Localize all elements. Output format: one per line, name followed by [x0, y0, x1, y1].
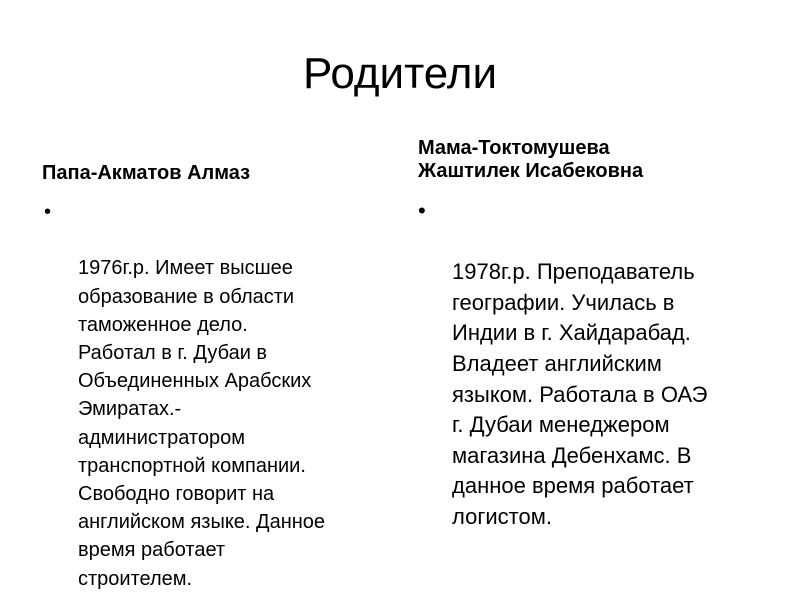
father-bullet-list	[44, 198, 394, 593]
bullet-icon: •	[44, 201, 52, 223]
slide-title: Родители	[302, 49, 498, 98]
bullet-icon: •	[418, 198, 426, 223]
mother-bullet-list	[418, 196, 768, 533]
mother-heading: Мама-Токтомушева Жаштилек Исабековна	[418, 137, 644, 182]
mother-description: 1978г.р. Преподаватель географии. Училась в Индии в г. Хайдарабад. Владеет английским языком. Работала в ОАЭ г. Дубаи менеджером магазина Дебенхамс. В данное время работает логистом.	[452, 259, 708, 529]
father-heading: Папа-Акматов Алмаз	[42, 162, 251, 184]
mother-bullet-item	[418, 196, 768, 533]
father-description: 1976г.р. Имеет высшее образование в области таможенное дело. Работал в г. Дубаи в Объединенных Арабских Эмиратах.- администратором транспортной компании. Свободно говорит на английском языке. Данное время работает строителем.	[78, 257, 326, 590]
father-bullet-item	[44, 198, 394, 593]
